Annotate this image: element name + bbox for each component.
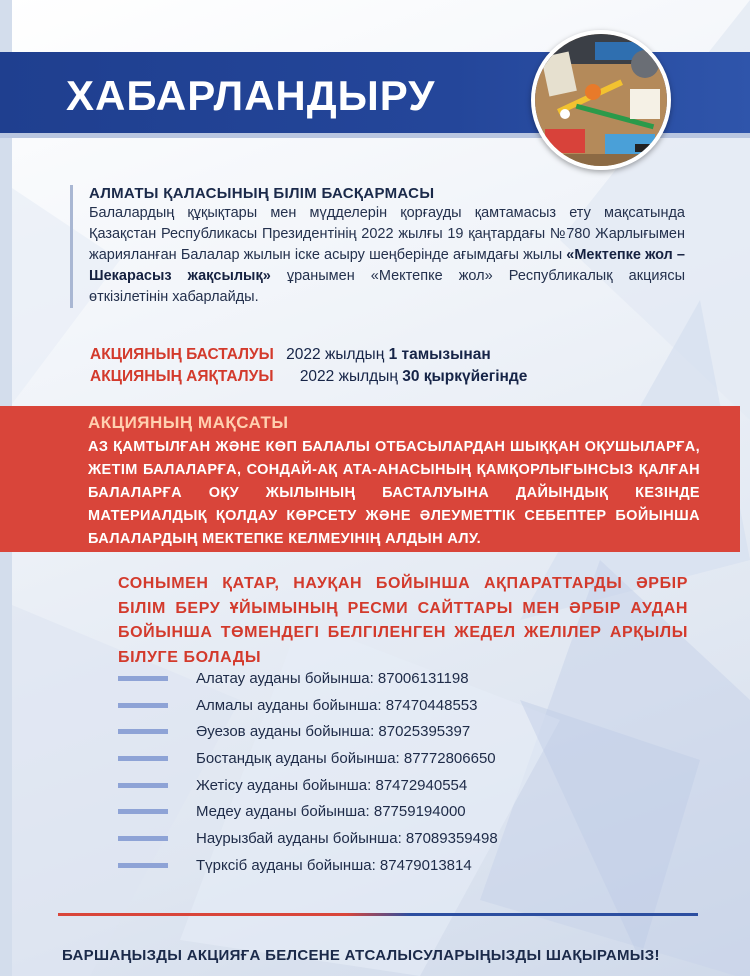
campaign-dates <box>90 344 527 388</box>
info-text: СОНЫМЕН ҚАТАР, НАУҚАН БОЙЫНША АҚПАРАТТАРДЫ ӘРБІР БІЛІМ БЕРУ ҰЙЫМЫНЫҢ РЕСМИ САЙТТАРЫ МЕН ӘРБІР АУДАН БОЙЫНША ТӨМЕНДЕГІ БЕЛГІЛЕНГЕН ЖЕДЕЛ ЖЕЛІЛЕР АРҚЫЛЫ БІЛУГЕ БОЛАДЫ <box>118 575 688 666</box>
district-item <box>118 825 638 852</box>
district-text: Наурызбай ауданы бойынша: 87089359498 <box>196 829 498 847</box>
district-item <box>118 772 638 799</box>
page-title: ХАБАРЛАНДЫРУ <box>66 72 436 119</box>
list-marker-icon <box>118 863 168 868</box>
intro-text-part1: Балалардың құқықтары мен мүдделерін қорғауды қамтамасыз ету мақсатында Қазақстан Республикасы Президентінің 2022 жылғы 19 қаңтардағы №780 Жарлығымен жарияланған Балалар жылын іске асыру шеңберінде ағымдағы жылы <box>89 205 685 263</box>
list-marker-icon <box>118 809 168 814</box>
district-item <box>118 692 638 719</box>
start-date-row <box>90 344 527 366</box>
start-date-value: 2022 жылдың 1 тамызынан <box>286 346 491 363</box>
district-item <box>118 745 638 772</box>
list-marker-icon <box>118 729 168 734</box>
list-marker-icon <box>118 756 168 761</box>
district-text: Медеу ауданы бойынша: 87759194000 <box>196 803 466 821</box>
intro-section <box>70 185 685 308</box>
district-item <box>118 852 638 879</box>
district-text: Әуезов ауданы бойынша: 87025395397 <box>196 723 471 741</box>
end-date-label: АКЦИЯНЫҢ АЯҚТАЛУЫ <box>90 368 274 385</box>
intro-text <box>89 203 685 308</box>
district-hotline-list <box>118 665 638 879</box>
list-marker-icon <box>118 676 168 681</box>
intro-slogan: «Мектепке жол – Шекарасыз жақсылық» <box>89 247 685 284</box>
district-text: Жетісу ауданы бойынша: 87472940554 <box>196 776 468 794</box>
list-marker-icon <box>118 703 168 708</box>
end-date-value: 2022 жылдың 30 қыркүйегінде <box>299 368 528 385</box>
district-text: Алмалы ауданы бойынша: 87470448553 <box>196 696 478 714</box>
intro-text-part2: ұранымен «Мектепке жол» Республикалық акциясы өткізілетінін хабарлайды. <box>89 268 685 305</box>
district-text: Түрксіб ауданы бойынша: 87479013814 <box>196 856 472 874</box>
footer-divider <box>58 913 698 916</box>
intro-heading: АЛМАТЫ ҚАЛАСЫНЫҢ БІЛІМ БАСҚАРМАСЫ <box>89 185 435 202</box>
goal-title: АКЦИЯНЫҢ МАҚСАТЫ <box>88 413 289 432</box>
footer-call-to-action: БАРШАҢЫЗДЫ АКЦИЯҒА БЕЛСЕНЕ АТСАЛЫСУЛАРЫҢЫЗДЫ ШАҚЫРАМЫЗ! <box>62 947 660 964</box>
district-text: Бостандық ауданы бойынша: 87772806650 <box>196 749 496 767</box>
district-item <box>118 665 638 692</box>
district-text: Алатау ауданы бойынша: 87006131198 <box>196 669 469 687</box>
district-item <box>118 718 638 745</box>
list-marker-icon <box>118 836 168 841</box>
end-date-row <box>90 366 527 388</box>
goal-text: АЗ ҚАМТЫЛҒАН ЖӘНЕ КӨП БАЛАЛЫ ОТБАСЫЛАРДАН ШЫҚҚАН ОҚУШЫЛАРҒА, ЖЕТІМ БАЛАЛАРҒА, СОНДАЙ-АҚ АТА-АНАСЫНЫҢ ҚАМҚОРЛЫҒЫНСЫЗ ҚАЛҒАН БАЛАЛАРҒА ОҚУ ЖЫЛЫНЫҢ БАСТАЛУЫНА ДАЙЫНДЫҚ КЕЗІНДЕ МАТЕРИАЛДЫҚ ҚОЛДАУ КӨРСЕТУ ЖӘНЕ ӘЛЕУМЕТТІК СЕБЕПТЕР БОЙЫНША БАЛАЛАРДЫҢ МЕКТЕПКЕ КЕЛМЕУІНІҢ АЛДЫН АЛУ. <box>88 439 700 547</box>
school-supplies-photo <box>531 30 671 170</box>
start-date-label: АКЦИЯНЫҢ БАСТАЛУЫ <box>90 346 274 363</box>
list-marker-icon <box>118 783 168 788</box>
district-item <box>118 798 638 825</box>
